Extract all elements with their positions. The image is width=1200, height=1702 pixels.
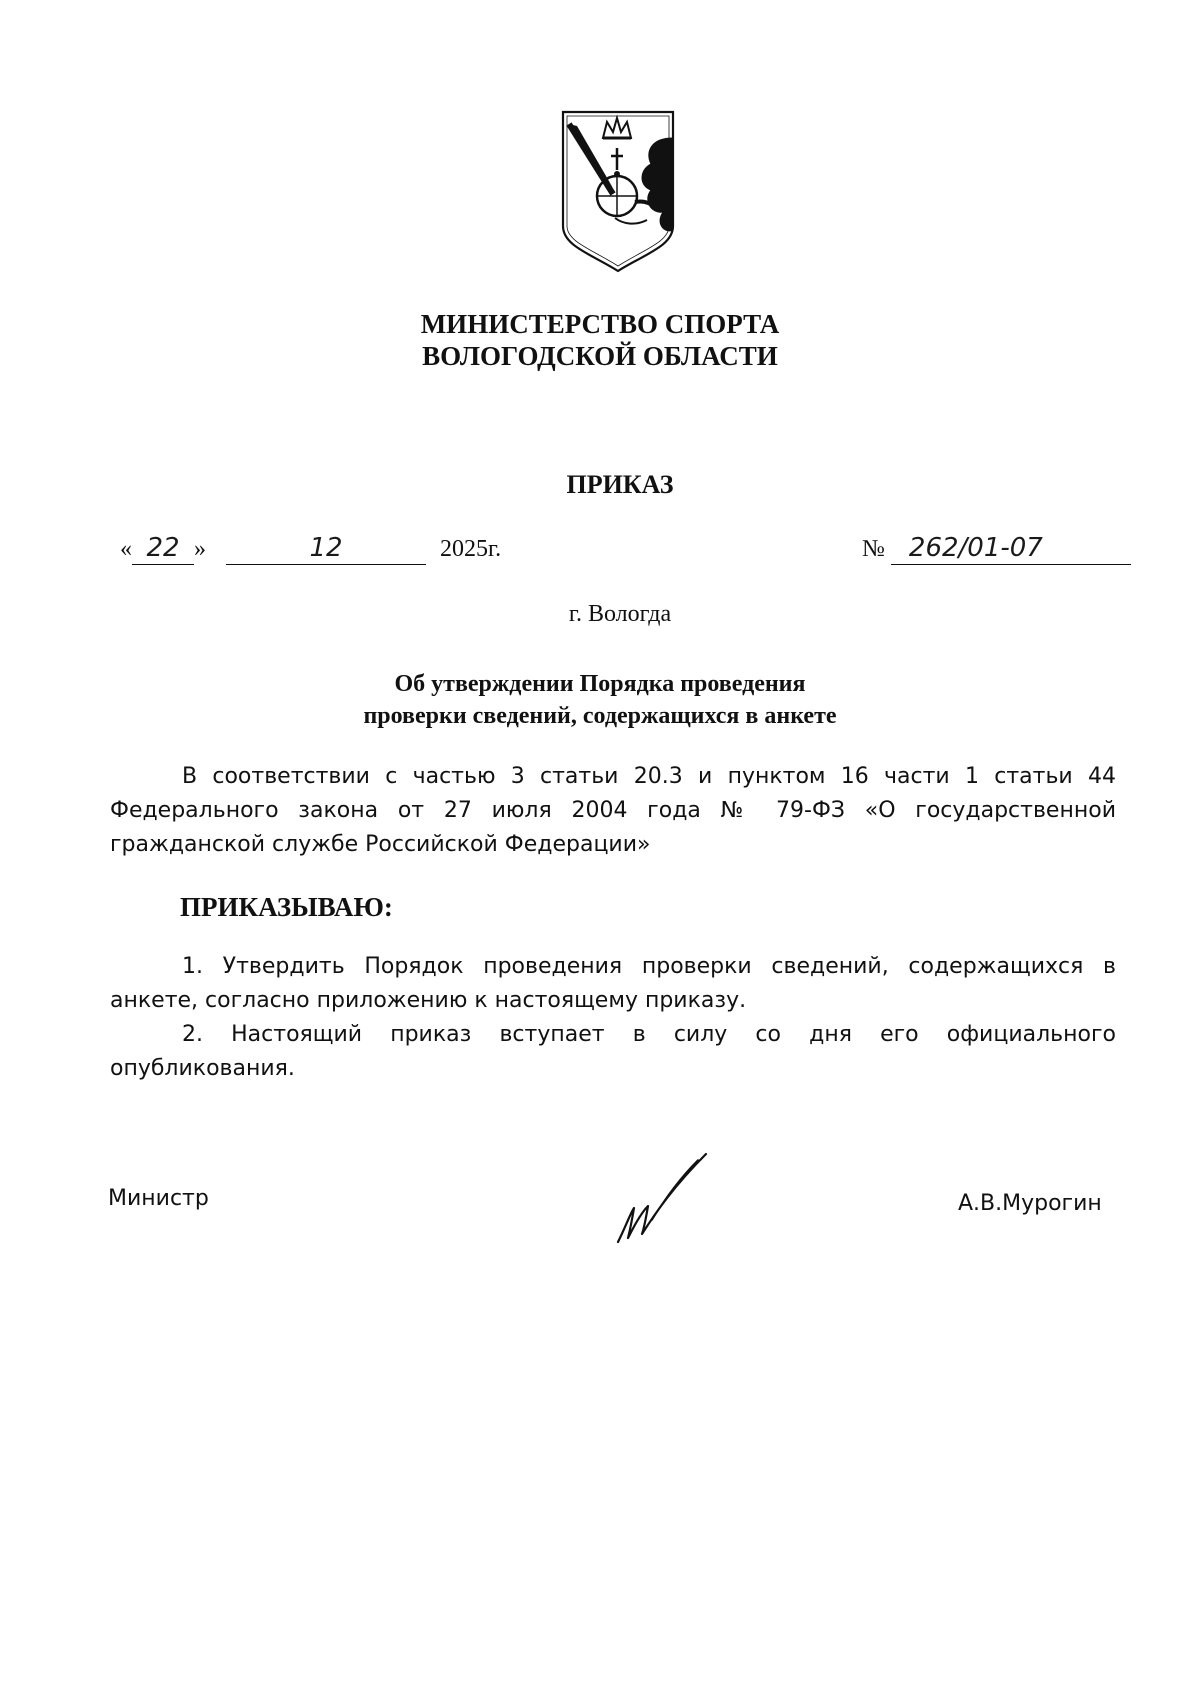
date-day: 22 [146,533,180,563]
number-value: 262/01-07 [908,533,1043,563]
document-type: ПРИКАЗ [566,470,674,499]
handwritten-signature-icon [612,1150,712,1246]
date-month: 12 [309,533,343,563]
signatory-title: Министр [108,1186,209,1211]
subject-line2: проверки сведений, содержащихся в анкете [363,703,837,729]
ministry-name-line2: ВОЛОГОДСКОЙ ОБЛАСТИ [422,341,778,371]
subject-line1: Об утверждении Порядка проведения [394,671,806,697]
document-number [862,533,1131,565]
date-year: 2025г. [440,536,502,562]
city: г. Вологда [568,601,672,627]
vologda-coat-of-arms-icon [555,108,681,274]
date-close-quote: » [194,536,206,562]
ministry-name-line1: МИНИСТЕРСТВО СПОРТА [420,309,780,339]
order-heading: ПРИКАЗЫВАЮ: [180,892,393,922]
order-items [110,950,1116,1086]
preamble-paragraph: В соответствии с частью 3 статьи 20.3 и пунктом 16 части 1 статьи 44 Федерального закона от 27 июля 2004 года № 79-ФЗ «О государственной гражданской службе Российской Федерации» [110,764,1116,857]
date-open-quote: « [120,536,132,562]
number-prefix: № [862,536,885,562]
order-item: 1. Утвердить Порядок проведения проверки сведений, содержащихся в анкете, согласно приложению к настоящему приказу. [110,954,1116,1013]
order-item: 2. Настоящий приказ вступает в силу со дня его официального опубликования. [110,1022,1116,1081]
signatory-name: А.В.Мурогин [958,1191,1102,1216]
date-line [120,533,501,565]
